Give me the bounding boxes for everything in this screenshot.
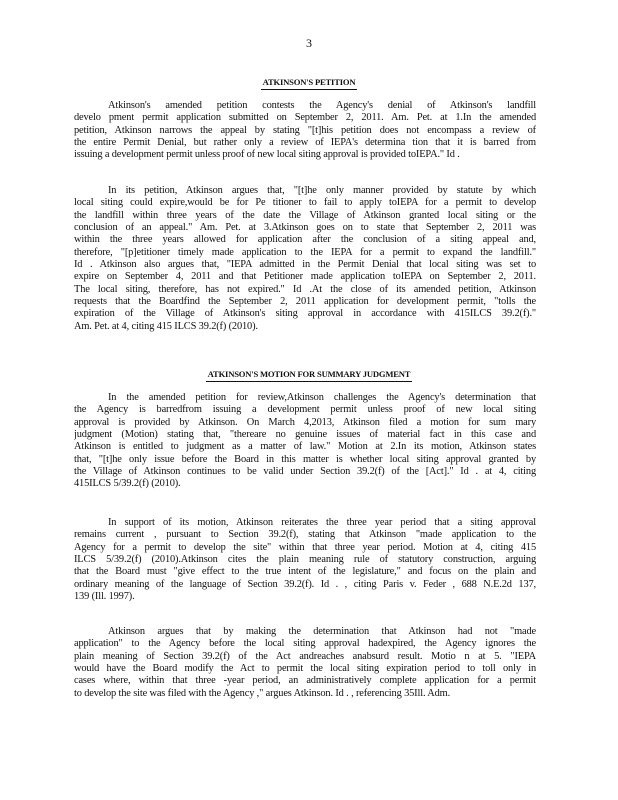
section-heading-motion	[0, 369, 618, 382]
paragraph-line: Am. Pet. at 4, citing 415 ILCS 39.2(f) (2010).	[74, 320, 258, 332]
paragraph-line: local siting could expire,would be for Pe titioner to fail to apply toIEPA for a permit to develop	[74, 197, 536, 209]
paragraph-line: approval is provided by Atkinson. On March 4,2013, Atkinson filed a motion for sum mary	[74, 416, 536, 428]
paragraph-line: application" to the Agency before the local siting approval hadexpired, the Agency ignores the	[74, 638, 536, 650]
heading-text: ATKINSON'S MOTION FOR SUMMARY JUDGMENT	[206, 369, 413, 382]
paragraph-line: expiration of the Village of Atkinson's siting approval in accordance with 415ILCS 39.2(f)."	[74, 308, 536, 320]
paragraph-line: issuing a development permit unless proof of new local siting approval is provided toIEPA." Id .	[74, 149, 460, 161]
paragraph	[74, 626, 536, 700]
paragraph-line: ordinary meaning of the language of Section 39.2(f). Id . , citing Paris v. Feder , 688 N.E.2d 137,	[74, 578, 536, 590]
paragraph-line: requests that the Boardfind the September 2, 2011 application for development permit, "tolls the	[74, 296, 536, 308]
paragraph-line: Atkinson is entitled to judgment as a matter of law." Motion at 2.In its motion, Atkinson states	[74, 441, 536, 453]
paragraph	[74, 185, 536, 333]
paragraph-line: petition, Atkinson narrows the appeal by stating "[t]his petition does not encompass a review of	[74, 124, 536, 136]
paragraph-line: the landfill within three years of the date the Village of Atkinson granted local siting or the	[74, 209, 536, 221]
paragraph-line: In its petition, Atkinson argues that, "[t]he only manner provided by statute by which	[108, 185, 536, 196]
paragraph	[74, 100, 536, 162]
heading-text: ATKINSON'S PETITION	[261, 77, 358, 90]
paragraph-line: within the three years allowed for application after the conclusion of a siting appeal and,	[74, 234, 536, 246]
paragraph-line: that, "[t]he only issue before the Board in this matter is whether local siting approval granted by	[74, 453, 536, 465]
paragraph-line: Atkinson's amended petition contests the Agency's denial of Atkinson's landfill	[108, 100, 536, 111]
paragraph	[74, 392, 536, 491]
paragraph-line: Id . Atkinson also argues that, "IEPA admitted in the Permit Denial that local siting was set to	[74, 259, 536, 271]
paragraph-line: expire on September 4, 2011 and that Petitioner made application toIEPA on September 2, 2011.	[74, 271, 536, 283]
paragraph-line: develo pment permit application submitted on September 2, 2011. Am. Pet. at 1.In the amended	[74, 112, 536, 124]
paragraph-line: Agency for a permit to develop the site" within that three year period. Motion at 4, citing 415	[74, 541, 536, 553]
paragraph-line: plain meaning of Section 39.2(f) of the Act andreaches anabsurd result. Motio n at 5. "IEPA	[74, 650, 536, 662]
paragraph-line: 139 (Ill. 1997).	[74, 591, 135, 603]
paragraph-line: therefore, "[p]etitioner timely made application to the IEPA for a permit to expand the landfill."	[74, 246, 536, 258]
paragraph-line: that the Board must "give effect to the true intent of the legislature," and focus on the plain and	[74, 566, 536, 578]
paragraph-line: would have the Board modify the Act to permit the local siting expiration period to toll only in	[74, 663, 536, 675]
paragraph-line: the entire Permit Denial, but rather only a review of IEPA's determina tion that it is barred from	[74, 137, 536, 149]
paragraph-line: In the amended petition for review,Atkinson challenges the Agency's determination that	[108, 392, 536, 403]
paragraph-line: Atkinson argues that by making the determination that Atkinson had not "made	[108, 626, 536, 637]
paragraph	[74, 517, 536, 603]
section-heading-petition	[0, 77, 618, 90]
paragraph-line: ILCS 5/39.2(f) (2010).Atkinson cites the plain meaning rule of statutory construction, arguing	[74, 554, 536, 566]
paragraph-line: In support of its motion, Atkinson reiterates the three year period that a siting approval	[108, 517, 536, 528]
paragraph-line: the Village of Atkinson continues to be valid under Section 39.2(f) of the [Act]." Id . at 4, citing	[74, 466, 536, 478]
paragraph-line: conclusion of an appeal." Am. Pet. at 3.Atkinson goes on to state that September 2, 2011 was	[74, 222, 536, 234]
paragraph-line: the Agency is barredfrom issuing a development permit unless proof of new local siting	[74, 404, 536, 416]
paragraph-line: The local siting, therefore, has not expired." Id .At the close of its amended petition, Atkinson	[74, 283, 536, 295]
paragraph-line: judgment (Motion) stating that, "thereare no genuine issues of material fact in this case and	[74, 429, 536, 441]
page-number: 3	[306, 36, 312, 50]
paragraph-line: to develop the site was filed with the Agency ," argues Atkinson. Id . , referencing 35Ill. Adm.	[74, 687, 451, 699]
paragraph-line: remains current , pursuant to Section 39.2(f), stating that Atkinson "made application to the	[74, 529, 536, 541]
paragraph-line: cases where, within that three -year period, an administratively complete application for a permit	[74, 675, 536, 687]
paragraph-line: 415ILCS 5/39.2(f) (2010).	[74, 478, 181, 490]
